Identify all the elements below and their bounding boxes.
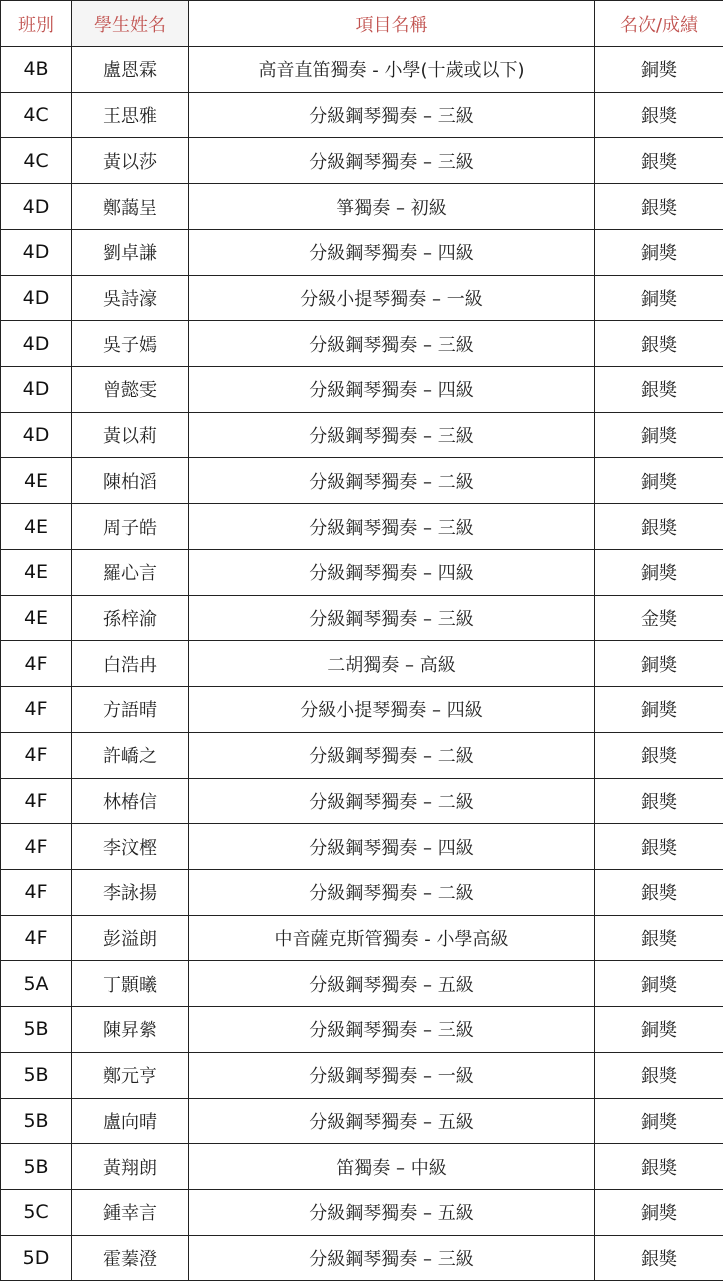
class-cell: 4C (1, 92, 72, 138)
table-row (1, 1189, 723, 1235)
class-cell: 5B (1, 1098, 72, 1144)
class-cell: 4E (1, 504, 72, 550)
award-cell: 銅獎 (595, 549, 723, 595)
class-cell: 5B (1, 1007, 72, 1053)
class-cell: 5A (1, 961, 72, 1007)
event-cell: 分級鋼琴獨奏 – 四級 (189, 229, 595, 275)
table-row (1, 824, 723, 870)
table-row (1, 1098, 723, 1144)
table-row (1, 687, 723, 733)
table-row (1, 869, 723, 915)
event-cell: 笛獨奏 – 中級 (189, 1144, 595, 1190)
event-cell: 分級鋼琴獨奏 – 三級 (189, 92, 595, 138)
award-cell: 銀獎 (595, 869, 723, 915)
table-row (1, 184, 723, 230)
award-cell: 銀獎 (595, 1235, 723, 1281)
student-name-cell: 陳昇縈 (72, 1007, 189, 1053)
award-cell: 銀獎 (595, 92, 723, 138)
event-cell: 分級鋼琴獨奏 – 二級 (189, 869, 595, 915)
table-body (1, 47, 723, 1281)
student-name-header: 學生姓名 (72, 1, 189, 47)
event-cell: 分級鋼琴獨奏 – 三級 (189, 321, 595, 367)
table-row (1, 504, 723, 550)
event-cell: 分級鋼琴獨奏 – 三級 (189, 412, 595, 458)
student-name-cell: 李詠揚 (72, 869, 189, 915)
award-cell: 銅獎 (595, 641, 723, 687)
award-cell: 銅獎 (595, 412, 723, 458)
student-name-cell: 陳柏滔 (72, 458, 189, 504)
event-cell: 高音直笛獨奏 - 小學(十歲或以下) (189, 47, 595, 93)
event-cell: 分級鋼琴獨奏 – 五級 (189, 1189, 595, 1235)
event-cell: 分級鋼琴獨奏 – 三級 (189, 504, 595, 550)
class-cell: 5B (1, 1144, 72, 1190)
event-cell: 中音薩克斯管獨奏 - 小學高級 (189, 915, 595, 961)
class-cell: 4D (1, 229, 72, 275)
event-cell: 分級鋼琴獨奏 – 二級 (189, 458, 595, 504)
class-cell: 4E (1, 595, 72, 641)
award-cell: 銅獎 (595, 458, 723, 504)
award-header: 名次/成績 (595, 1, 723, 47)
student-name-cell: 黃以莎 (72, 138, 189, 184)
award-cell: 銀獎 (595, 138, 723, 184)
event-cell: 分級鋼琴獨奏 – 三級 (189, 595, 595, 641)
award-cell: 銀獎 (595, 778, 723, 824)
student-name-cell: 鄭元亨 (72, 1052, 189, 1098)
award-cell: 銅獎 (595, 1189, 723, 1235)
event-cell: 分級鋼琴獨奏 – 四級 (189, 824, 595, 870)
class-cell: 4D (1, 412, 72, 458)
student-name-cell: 羅心言 (72, 549, 189, 595)
table-row (1, 321, 723, 367)
event-header: 項目名稱 (189, 1, 595, 47)
student-name-cell: 黃翔朗 (72, 1144, 189, 1190)
event-cell: 分級小提琴獨奏 – 一級 (189, 275, 595, 321)
class-cell: 4D (1, 321, 72, 367)
student-name-cell: 白浩冉 (72, 641, 189, 687)
student-name-cell: 王思雅 (72, 92, 189, 138)
table-row (1, 1052, 723, 1098)
event-cell: 二胡獨奏 – 高級 (189, 641, 595, 687)
award-cell: 金獎 (595, 595, 723, 641)
award-cell: 銀獎 (595, 184, 723, 230)
class-cell: 4F (1, 824, 72, 870)
table-row (1, 92, 723, 138)
student-name-cell: 鍾幸言 (72, 1189, 189, 1235)
class-cell: 4D (1, 367, 72, 413)
event-cell: 分級鋼琴獨奏 – 一級 (189, 1052, 595, 1098)
event-cell: 分級小提琴獨奏 – 四級 (189, 687, 595, 733)
table-row (1, 1144, 723, 1190)
table-row (1, 961, 723, 1007)
event-cell: 分級鋼琴獨奏 – 三級 (189, 138, 595, 184)
table-row (1, 138, 723, 184)
table-row (1, 1235, 723, 1281)
class-cell: 4B (1, 47, 72, 93)
class-cell: 4C (1, 138, 72, 184)
class-header: 班別 (1, 1, 72, 47)
event-cell: 分級鋼琴獨奏 – 三級 (189, 1235, 595, 1281)
class-cell: 4F (1, 915, 72, 961)
header-row (1, 1, 723, 47)
student-name-cell: 鄭藹呈 (72, 184, 189, 230)
student-name-cell: 丁顥曦 (72, 961, 189, 1007)
table-row (1, 915, 723, 961)
table-row (1, 47, 723, 93)
student-name-cell: 劉卓謙 (72, 229, 189, 275)
student-name-cell: 吳子嫣 (72, 321, 189, 367)
table-row (1, 458, 723, 504)
award-cell: 銅獎 (595, 1098, 723, 1144)
table-header (1, 1, 723, 47)
award-cell: 銀獎 (595, 1052, 723, 1098)
table-row (1, 1007, 723, 1053)
event-cell: 分級鋼琴獨奏 – 五級 (189, 1098, 595, 1144)
class-cell: 5B (1, 1052, 72, 1098)
award-cell: 銅獎 (595, 687, 723, 733)
table-row (1, 778, 723, 824)
event-cell: 分級鋼琴獨奏 – 二級 (189, 778, 595, 824)
award-cell: 銀獎 (595, 732, 723, 778)
class-cell: 4D (1, 275, 72, 321)
student-name-cell: 彭溢朗 (72, 915, 189, 961)
student-name-cell: 許嶠之 (72, 732, 189, 778)
award-cell: 銀獎 (595, 1144, 723, 1190)
class-cell: 4F (1, 687, 72, 733)
class-cell: 4D (1, 184, 72, 230)
event-cell: 分級鋼琴獨奏 – 五級 (189, 961, 595, 1007)
award-cell: 銅獎 (595, 961, 723, 1007)
student-name-cell: 周子皓 (72, 504, 189, 550)
award-cell: 銀獎 (595, 321, 723, 367)
award-cell: 銅獎 (595, 275, 723, 321)
table-row (1, 275, 723, 321)
table-row (1, 229, 723, 275)
award-cell: 銀獎 (595, 504, 723, 550)
class-cell: 4F (1, 732, 72, 778)
event-cell: 箏獨奏 – 初級 (189, 184, 595, 230)
table-row (1, 412, 723, 458)
class-cell: 4E (1, 458, 72, 504)
student-name-cell: 曾懿雯 (72, 367, 189, 413)
student-name-cell: 孫梓渝 (72, 595, 189, 641)
award-cell: 銅獎 (595, 1007, 723, 1053)
table-row (1, 732, 723, 778)
student-name-cell: 盧向晴 (72, 1098, 189, 1144)
award-cell: 銀獎 (595, 915, 723, 961)
class-cell: 4F (1, 641, 72, 687)
student-name-cell: 霍蓁澄 (72, 1235, 189, 1281)
student-name-cell: 李汶樫 (72, 824, 189, 870)
event-cell: 分級鋼琴獨奏 – 二級 (189, 732, 595, 778)
award-cell: 銀獎 (595, 367, 723, 413)
table-row (1, 595, 723, 641)
award-cell: 銅獎 (595, 229, 723, 275)
class-cell: 5C (1, 1189, 72, 1235)
student-name-cell: 吳詩濠 (72, 275, 189, 321)
class-cell: 5D (1, 1235, 72, 1281)
event-cell: 分級鋼琴獨奏 – 三級 (189, 1007, 595, 1053)
class-cell: 4F (1, 778, 72, 824)
class-cell: 4F (1, 869, 72, 915)
award-cell: 銀獎 (595, 824, 723, 870)
student-name-cell: 林椿信 (72, 778, 189, 824)
event-cell: 分級鋼琴獨奏 – 四級 (189, 549, 595, 595)
student-name-cell: 盧恩霖 (72, 47, 189, 93)
class-cell: 4E (1, 549, 72, 595)
student-name-cell: 方語晴 (72, 687, 189, 733)
student-name-cell: 黃以莉 (72, 412, 189, 458)
table-row (1, 641, 723, 687)
award-cell: 銅獎 (595, 47, 723, 93)
table-row (1, 549, 723, 595)
event-cell: 分級鋼琴獨奏 – 四級 (189, 367, 595, 413)
table-row (1, 367, 723, 413)
